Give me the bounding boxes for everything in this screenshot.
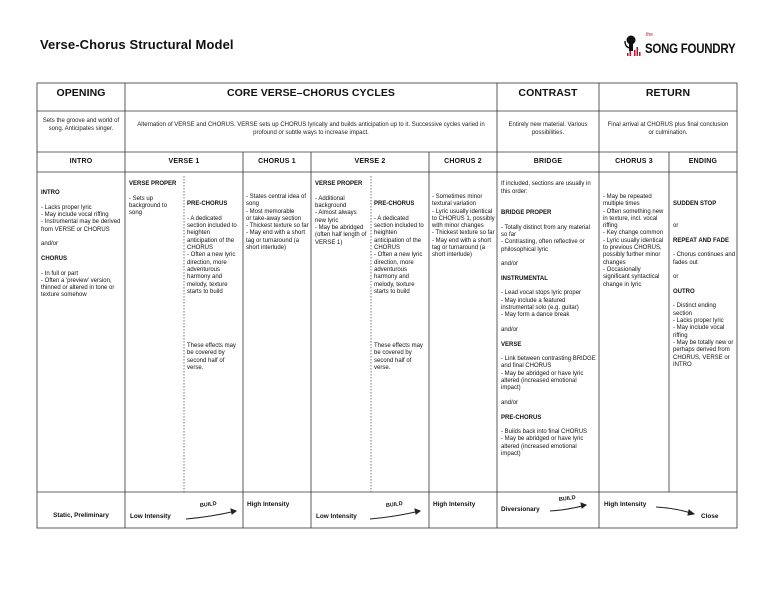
bridge-instrumental-heading: INSTRUMENTAL — [501, 275, 548, 282]
intro-content — [41, 183, 123, 307]
footer-build-3: BUILD — [558, 494, 577, 504]
verse2-proper — [315, 174, 369, 254]
ending-outro-heading: OUTRO — [673, 288, 695, 295]
return-description: Final arrival at CHORUS plus final conclusion or culmination. — [607, 122, 729, 136]
col-intro: INTRO — [69, 158, 93, 165]
ending-content — [673, 194, 736, 376]
logo-name-text: SONG FOUNDRY — [645, 40, 736, 56]
ending-sudden-stop-heading: SUDDEN STOP — [673, 201, 717, 208]
footer-diversionary: Diversionary — [501, 506, 540, 513]
verse1-prechorus-text: - A dedicated section included to heighten anticipation of the CHORUS - Often a new lyric direction, more adventurous harmony and melody, texture starts to build — [187, 215, 237, 295]
intro-chorus-heading: CHORUS — [41, 255, 68, 262]
verse1-prechorus-heading: PRE-CHORUS — [187, 201, 228, 208]
footer-low-intensity-1: Low Intensity — [130, 513, 171, 520]
contrast-description: Entirely new material. Various possibilities. — [508, 122, 588, 136]
footer-high-intensity-3: High Intensity — [604, 501, 647, 508]
core-description: Alternation of VERSE and CHORUS. VERSE sets up CHORUS lyrically and builds anticipation up to it. Successive cycles varied in profound or subtle ways to increase impact. — [137, 122, 485, 136]
chorus1-text: - States central idea of song - Most memorable or take-away section - Thickest texture so far - May end with a short tag or turnaround (a short interlude) — [246, 194, 309, 252]
chorus3-text: - May be repeated multiple times - Often something new in texture, incl. vocal riffing - Key change common - Lyric usually identical to previous CHORUS, possibly further minor changes - Occasionally significant syntactical change in lyric — [603, 194, 664, 288]
verse1-proper — [129, 174, 181, 225]
verse2-prechorus — [374, 194, 428, 303]
col-chorus1: CHORUS 1 — [258, 158, 296, 165]
bridge-proper-heading: BRIDGE PROPER — [501, 210, 552, 217]
col-chorus3: CHORUS 3 — [615, 158, 653, 165]
bridge-content — [501, 174, 597, 466]
intro-chorus-text: - In full or part - Often a 'preview' version, thinned or altered in tone or texture somehow — [41, 270, 115, 299]
verse1-proper-text: - Sets up background to song — [129, 195, 168, 217]
section-opening: OPENING — [56, 87, 106, 99]
footer-build-1: BUILD — [199, 500, 218, 510]
footer-opening: Static, Preliminary — [53, 512, 109, 519]
verse2-proper-text: - Additional background - Almost always new lyric - May be abridged (often half length of VERSE 1) — [315, 195, 367, 246]
col-verse2: VERSE 2 — [354, 158, 386, 165]
bridge-intro-text: If included, sections are usually in this order: — [501, 181, 591, 195]
intro-heading: INTRO — [41, 190, 60, 197]
verse1-proper-heading: VERSE PROPER — [129, 181, 177, 188]
opening-description: Sets the groove and world of song. Anticipates singer. — [42, 118, 120, 132]
section-core: CORE VERSE–CHORUS CYCLES — [226, 87, 396, 99]
intro-text: - Lacks proper lyric - May include vocal riffing - Instrumental may be derived from VERSE or CHORUS and/or — [41, 204, 121, 248]
col-ending: ENDING — [688, 158, 718, 165]
bridge-verse-heading: VERSE — [501, 341, 522, 348]
section-contrast: CONTRAST — [518, 87, 578, 99]
bridge-instrumental-text: - Lead vocal stops lyric proper - May include a featured instrumental solo (e.g. guitar) - May form a dance break and/or — [501, 290, 582, 333]
bridge-prechorus-heading: PRE-CHORUS — [501, 414, 542, 421]
col-chorus2: CHORUS 2 — [444, 158, 482, 165]
bridge-prechorus-text: - Builds back into final CHORUS - May be abridged or have lyric altered (increased emotional impact) — [501, 429, 588, 457]
logo-the-text: the — [646, 32, 653, 38]
section-return: RETURN — [645, 87, 691, 99]
ending-repeat-fade-text: - Chorus continues and fades out or — [673, 252, 736, 281]
ending-repeat-fade-heading: REPEAT AND FADE — [673, 237, 730, 244]
col-verse1: VERSE 1 — [168, 158, 200, 165]
verse1-effects-note: These effects may be covered by second half of verse. — [187, 343, 236, 371]
footer-high-intensity-1: High Intensity — [247, 501, 290, 508]
verse2-prechorus-heading: PRE-CHORUS — [374, 201, 415, 208]
bridge-verse-text: - Link between contrasting BRIDGE and final CHORUS - May be abridged or have lyric altered (increased emotional impact) and/or — [501, 356, 596, 406]
footer-low-intensity-2: Low Intensity — [316, 513, 357, 520]
col-bridge: BRIDGE — [533, 158, 563, 165]
footer-build-2: BUILD — [385, 500, 404, 510]
verse2-prechorus-text: - A dedicated section included to heighten anticipation of the CHORUS - Often a new lyric direction, more adventurous harmony and melody, texture starts to build — [374, 215, 424, 295]
bridge-proper-text: - Totally distinct from any material so far - Contrasting, often reflective or philosophical lyric and/or — [501, 224, 590, 268]
verse2-proper-heading: VERSE PROPER — [315, 181, 363, 188]
chorus2-text: - Sometimes minor textural variation - Lyric usually identical to CHORUS 1, possibly with minor changes - Thickest texture so far - May end with a short tag or turnaround (a short interlude) — [432, 194, 495, 259]
ending-or-1: or — [673, 223, 679, 230]
footer-high-intensity-2: High Intensity — [433, 501, 476, 508]
footer-close: Close — [701, 513, 719, 520]
verse2-effects-note: These effects may be covered by second half of verse. — [374, 343, 423, 371]
page-title: Verse-Chorus Structural Model — [40, 37, 234, 52]
verse1-prechorus — [187, 194, 242, 303]
ending-outro-text: - Distinct ending section - Lacks proper lyric - May include vocal riffing - May be totally new or perhaps derived from CHORUS, VERSE or INTRO — [673, 303, 734, 368]
